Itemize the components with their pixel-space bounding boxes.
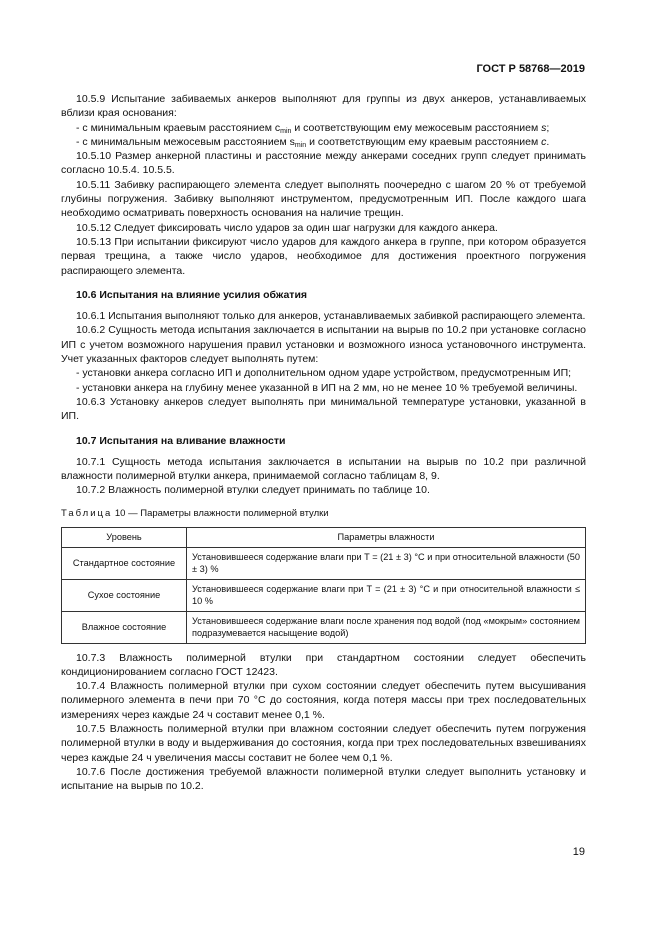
table-row	[62, 579, 586, 611]
list-item-min-axial	[61, 135, 586, 149]
table-header-level: Уровень	[62, 528, 187, 548]
paragraph-10-7-6: 10.7.6 После достижения требуемой влажности полимерной втулки следует выполнить установку и испытание на вырыв по 10.2.	[61, 765, 586, 793]
paragraph-10-7-4: 10.7.4 Влажность полимерной втулки при сухом состоянии следует обеспечить путем высушивания полимерного элемента в печи при 70 °C до состояния, когда потеря массы при трех последовательных измерениях через каждые 24 ч составит менее 0,1 %.	[61, 680, 586, 721]
table-header-row	[62, 528, 586, 548]
table-cell-level: Влажное состояние	[62, 611, 187, 643]
subscript-min: min	[294, 141, 307, 149]
paragraph-10-5-13: 10.5.13 При испытании фиксируют число ударов для каждого анкера в группе, при котором образуется первая трещина, а также число ударов, необходимое для достижения проектного погружения распирающего элемента.	[61, 235, 586, 277]
paragraph-10-7-2: 10.7.2 Влажность полимерной втулки следует принимать по таблице 10.	[76, 484, 430, 497]
document-header-id: ГОСТ Р 58768—2019	[476, 63, 585, 75]
paragraph-10-7-5: 10.7.5 Влажность полимерной втулки при влажном состоянии следует обеспечить путем погружения полимерной втулки в воду и выдерживания до состояния, когда при трех последовательных взвешиваниях через каждые 24 ч увеличения массы составит не более чем 0,1 %.	[61, 723, 586, 764]
list-item-extra-strike: - установки анкера согласно ИП и дополнительном одном ударе устройством, предусмотренным ИП;	[76, 367, 572, 380]
list-item-shallow-depth: - установки анкера на глубину менее указанной в ИП на 2 мм, но не менее 10 % требуемой величины.	[76, 381, 578, 394]
list-item-min-axial-text: - с минимальным межосевым расстоянием s	[76, 135, 295, 148]
paragraph-10-5-11: 10.5.11 Забивку распирающего элемента следует выполнять поочередно с шагом 20 % от требуемой глубины погружения. Забивку выполняют инструментом, предусмотренным ИП. После каждого шага необходимо осматривать поверхность основания на наличие трещин.	[61, 178, 586, 220]
list-item-min-edge-text: - с минимальным краевым расстоянием c	[76, 121, 281, 134]
page-number: 19	[572, 846, 585, 858]
var-c: c	[541, 135, 547, 148]
humidity-table	[61, 527, 586, 644]
table-cell-level: Стандартное состояние	[62, 547, 187, 579]
table-caption-text: 10 — Параметры влажности полимерной втулки	[112, 507, 329, 519]
table-cell-params: Установившееся содержание влаги после хранения под водой (под «мокрым» состоянием подразумевается насыщение водой)	[187, 611, 586, 643]
punct: ;	[546, 121, 550, 134]
table-cell-params: Установившееся содержание влаги при T = (21 ± 3) °C и при относительной влажности ≤ 10 %	[187, 579, 586, 611]
section-title-10-6: 10.6 Испытания на влияние усилия обжатия	[76, 288, 308, 301]
table-row	[62, 611, 586, 643]
punct: .	[546, 135, 550, 148]
table-caption	[61, 507, 586, 521]
section-title-10-7: 10.7 Испытания на вливание влажности	[76, 434, 286, 447]
table-caption-word: Таблица	[61, 507, 113, 519]
paragraph-10-5-9: 10.5.9 Испытание забиваемых анкеров выполняют для группы из двух анкеров, устанавливаемых вблизи края основания:	[61, 93, 586, 120]
paragraph-10-6-2: 10.6.2 Сущность метода испытания заключается в испытании на вырыв по 10.2 при установке согласно ИП с учетом возможного нарушения правил установки и возможного износа установочного инструмента. Учет указанных факторов следует выполнять путем:	[61, 324, 586, 366]
paragraph-10-7-1: 10.7.1 Сущность метода испытания заключается в испытании на вырыв по 10.2 при различной влажности полимерной втулки анкера, принимаемой согласно таблицам 8, 9.	[61, 455, 586, 483]
var-s: s	[541, 121, 547, 134]
table-cell-level: Сухое состояние	[62, 579, 187, 611]
page-content	[61, 92, 586, 793]
paragraph-10-5-10: 10.5.10 Размер анкерной пластины и расстояние между анкерами соседних групп следует принимать согласно 10.5.4. 10.5.5.	[61, 150, 586, 177]
paragraph-10-7-3: 10.7.3 Влажность полимерной втулки при стандартном состоянии следует обеспечить кондиционированием согласно ГОСТ 12423.	[61, 651, 586, 678]
paragraph-10-6-3: 10.6.3 Установку анкеров следует выполнять при минимальной температуре установки, указанной в ИП.	[61, 395, 586, 423]
table-header-params: Параметры влажности	[187, 528, 586, 548]
table-cell-params: Установившееся содержание влаги при T = (21 ± 3) °C и при относительной влажности (50 ± 3) %	[187, 547, 586, 579]
paragraph-10-6-1: 10.6.1 Испытания выполняют только для анкеров, устанавливаемых забивкой распирающего элемента.	[76, 310, 586, 323]
subscript-min: min	[280, 127, 292, 135]
list-item-min-edge-tail: и соответствующим ему межосевым расстоянием	[291, 121, 542, 134]
list-item-min-edge	[61, 121, 586, 135]
list-item-min-axial-tail: и соответствующим ему краевым расстоянием	[306, 135, 542, 148]
table-row	[62, 547, 586, 579]
paragraph-10-5-12: 10.5.12 Следует фиксировать число ударов за один шаг нагрузки для каждого анкера.	[76, 221, 498, 234]
